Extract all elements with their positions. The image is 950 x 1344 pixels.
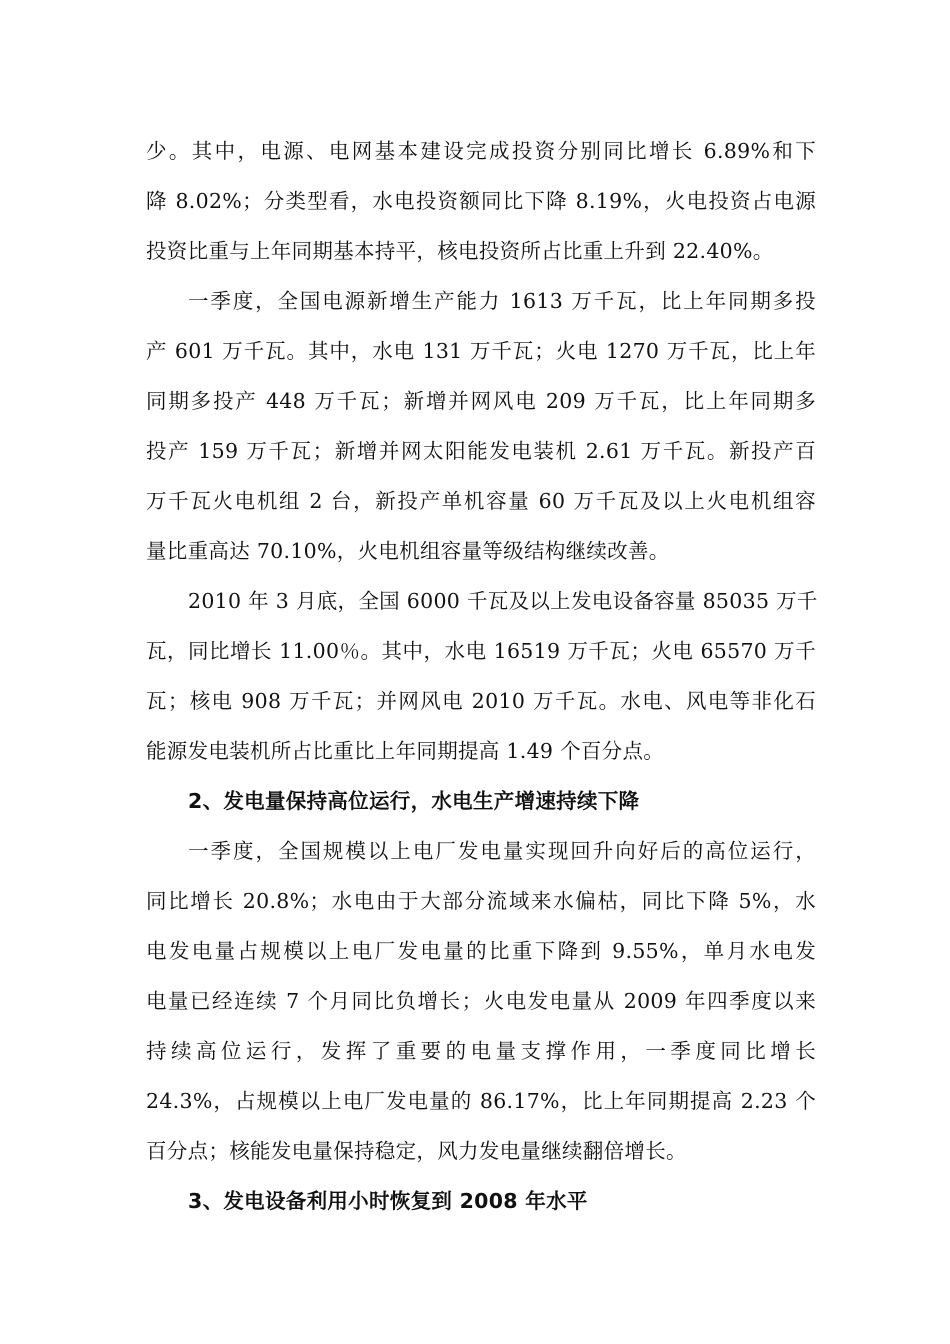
paragraph-line: 产 601 万千瓦。其中，水电 131 万千瓦；火电 1270 万千瓦，比上年: [146, 339, 816, 363]
section-heading: 2、发电量保持高位运行，水电生产增速持续下降: [188, 789, 640, 813]
section-heading: 3、发电设备利用小时恢复到 2008 年水平: [188, 1189, 588, 1213]
paragraph-line: 一季度，全国电源新增生产能力 1613 万千瓦，比上年同期多投: [188, 289, 816, 313]
paragraph-line: 少。其中，电源、电网基本建设完成投资分别同比增长 6.89%和下: [146, 139, 816, 163]
paragraph-line: 电量已经连续 7 个月同比负增长；火电发电量从 2009 年四季度以来: [146, 989, 816, 1013]
paragraph-line: 同期多投产 448 万千瓦；新增并网风电 209 万千瓦，比上年同期多: [146, 389, 816, 413]
paragraph-line: 24.3%，占规模以上电厂发电量的 86.17%，比上年同期提高 2.23 个: [146, 1089, 816, 1113]
paragraph-line: 电发电量占规模以上电厂发电量的比重下降到 9.55%，单月水电发: [146, 939, 816, 963]
paragraph-line: 一季度，全国规模以上电厂发电量实现回升向好后的高位运行，: [188, 839, 816, 863]
paragraph-line: 万千瓦火电机组 2 台，新投产单机容量 60 万千瓦及以上火电机组容: [146, 489, 816, 513]
paragraph-line: 投产 159 万千瓦；新增并网太阳能发电装机 2.61 万千瓦。新投产百: [146, 439, 816, 463]
paragraph-line: 百分点；核能发电量保持稳定，风力发电量继续翻倍增长。: [146, 1139, 687, 1163]
paragraph-line: 瓦，同比增长 11.00％。其中，水电 16519 万千瓦；火电 65570 万千: [146, 639, 816, 663]
paragraph-line: 量比重高达 70.10%，火电机组容量等级结构继续改善。: [146, 539, 670, 563]
paragraph-line: 降 8.02%；分类型看，水电投资额同比下降 8.19%，火电投资占电源: [146, 189, 816, 213]
paragraph-line: 持续高位运行，发挥了重要的电量支撑作用，一季度同比增长: [146, 1039, 816, 1063]
paragraph-line: 能源发电装机所占比重比上年同期提高 1.49 个百分点。: [146, 739, 665, 763]
paragraph-line: 2010 年 3 月底，全国 6000 千瓦及以上发电设备容量 85035 万千: [188, 589, 818, 613]
paragraph-line: 同比增长 20.8%；水电由于大部分流域来水偏枯，同比下降 5%，水: [146, 889, 816, 913]
paragraph-line: 投资比重与上年同期基本持平，核电投资所占比重上升到 22.40%。: [146, 239, 774, 263]
paragraph-line: 瓦；核电 908 万千瓦；并网风电 2010 万千瓦。水电、风电等非化石: [146, 689, 816, 713]
